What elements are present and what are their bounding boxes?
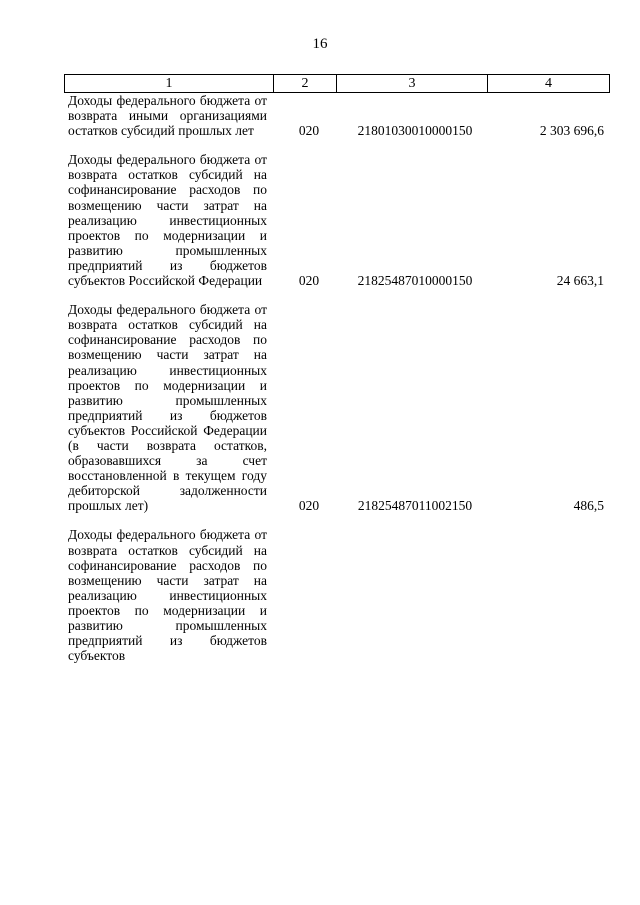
column-header-1: 1 (65, 75, 274, 93)
table-row (0, 93, 640, 138)
column-header-4: 4 (488, 75, 610, 93)
row-description: Доходы федерального бюджета от возврата остатков субсидий на софинансирование расходов по возмещению части затрат на реализацию инвестиционных проектов по модернизации и развитию промышленных предприятий из бюджетов субъектов Российской Федерации (в части возврата остатков, образовавшихся за счет восстановленной в текущем году дебиторской задолженности прошлых лет) (68, 302, 267, 514)
row-kbk-code: 21825487010000150 (357, 273, 473, 289)
row-amount: 486,5 (573, 498, 604, 514)
row-admin-code: 020 (298, 273, 320, 289)
row-kbk-code: 21801030010000150 (357, 123, 473, 139)
table-header (64, 74, 610, 93)
column-header-3: 3 (337, 75, 488, 93)
row-admin-code: 020 (298, 498, 320, 514)
column-header-2: 2 (274, 75, 337, 93)
row-kbk-code: 21825487011002150 (357, 498, 473, 514)
table-row (0, 152, 640, 288)
row-amount: 24 663,1 (556, 273, 604, 289)
table-row (0, 302, 640, 513)
row-description: Доходы федерального бюджета от возврата иными организациями остатков субсидий прошлых лет (68, 93, 267, 139)
table-body (0, 93, 640, 677)
table-row-continued (0, 527, 640, 663)
row-amount: 2 303 696,6 (539, 123, 604, 139)
row-description: Доходы федерального бюджета от возврата остатков субсидий на софинансирование расходов по возмещению части затрат на реализацию инвестиционных проектов по модернизации и развитию промышленных предприятий из бюджетов субъектов Российской Федерации (68, 152, 267, 289)
row-admin-code: 020 (298, 123, 320, 139)
row-description: Доходы федерального бюджета от возврата остатков субсидий на софинансирование расходов по возмещению части затрат на реализацию инвестиционных проектов по модернизации и развитию промышленных предприятий из бюджетов субъектов (68, 527, 267, 664)
page-number: 16 (312, 36, 328, 52)
